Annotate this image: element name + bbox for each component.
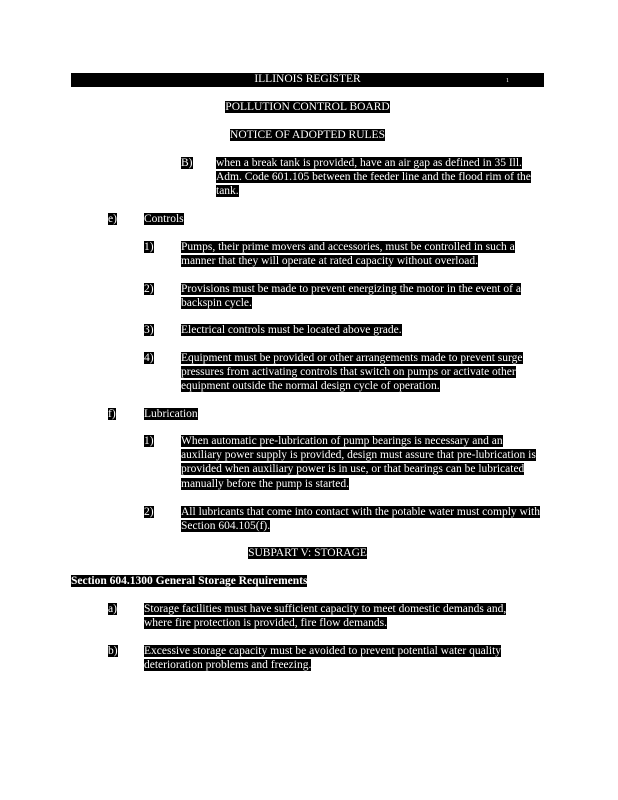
section-heading: Section 604.1300 General Storage Requirements — [71, 575, 308, 587]
item-text-controls: Controls — [144, 213, 184, 225]
item-marker-e: e) — [108, 213, 117, 225]
item-text-e3: Electrical controls must be located above grade. — [181, 324, 402, 336]
section-marker-b: b) — [108, 645, 118, 657]
item-marker-e2: 2) — [144, 283, 154, 295]
register-title: ILLINOIS REGISTER — [254, 73, 361, 85]
page-number: 1 — [506, 78, 509, 84]
item-text-e1: Pumps, their prime movers and accessories, must be controlled in such a manner that they will operate at rated capacity without overload. — [181, 241, 515, 268]
item-marker-b-break-tank: B) — [181, 157, 193, 169]
item-text-lubrication: Lubrication — [144, 408, 198, 420]
item-marker-f: f) — [108, 408, 116, 420]
subpart-heading: SUBPART V: STORAGE — [248, 547, 367, 559]
item-text-e4: Equipment must be provided or other arrangements made to prevent surge pressures from activating controls that switch on pumps or activate other equipment outside the normal design cycle of operation. — [181, 352, 523, 393]
item-text-b-break-tank: when a break tank is provided, have an air gap as defined in 35 Ill. Adm. Code 601.105 between the feeder line and the flood rim of the tank. — [216, 157, 531, 198]
item-text-e2: Provisions must be made to prevent energizing the motor in the event of a backspin cycle. — [181, 283, 521, 310]
header-rule — [71, 85, 544, 87]
item-marker-f1: 1) — [144, 435, 154, 447]
section-marker-a: a) — [108, 603, 117, 615]
item-marker-e4: 4) — [144, 352, 154, 364]
board-title: POLLUTION CONTROL BOARD — [225, 101, 390, 113]
section-text-a: Storage facilities must have sufficient capacity to meet domestic demands and, where fire protection is provided, fire flow demands. — [144, 603, 507, 630]
section-text-b: Excessive storage capacity must be avoided to prevent potential water quality deterioration problems and freezing. — [144, 645, 502, 672]
item-marker-f2: 2) — [144, 506, 154, 518]
item-text-f2: All lubricants that come into contact with the potable water must comply with Section 604.105(f). — [181, 506, 540, 533]
notice-title: NOTICE OF ADOPTED RULES — [230, 129, 385, 141]
item-marker-e1: 1) — [144, 241, 154, 253]
item-marker-e3: 3) — [144, 324, 154, 336]
item-text-f1: When automatic pre-lubrication of pump bearings is necessary and an auxiliary power supply is provided, design must assure that pre-lubrication is provided when auxiliary power is in use, or that bearings can be lubricated manually before the pump is started. — [181, 435, 536, 490]
